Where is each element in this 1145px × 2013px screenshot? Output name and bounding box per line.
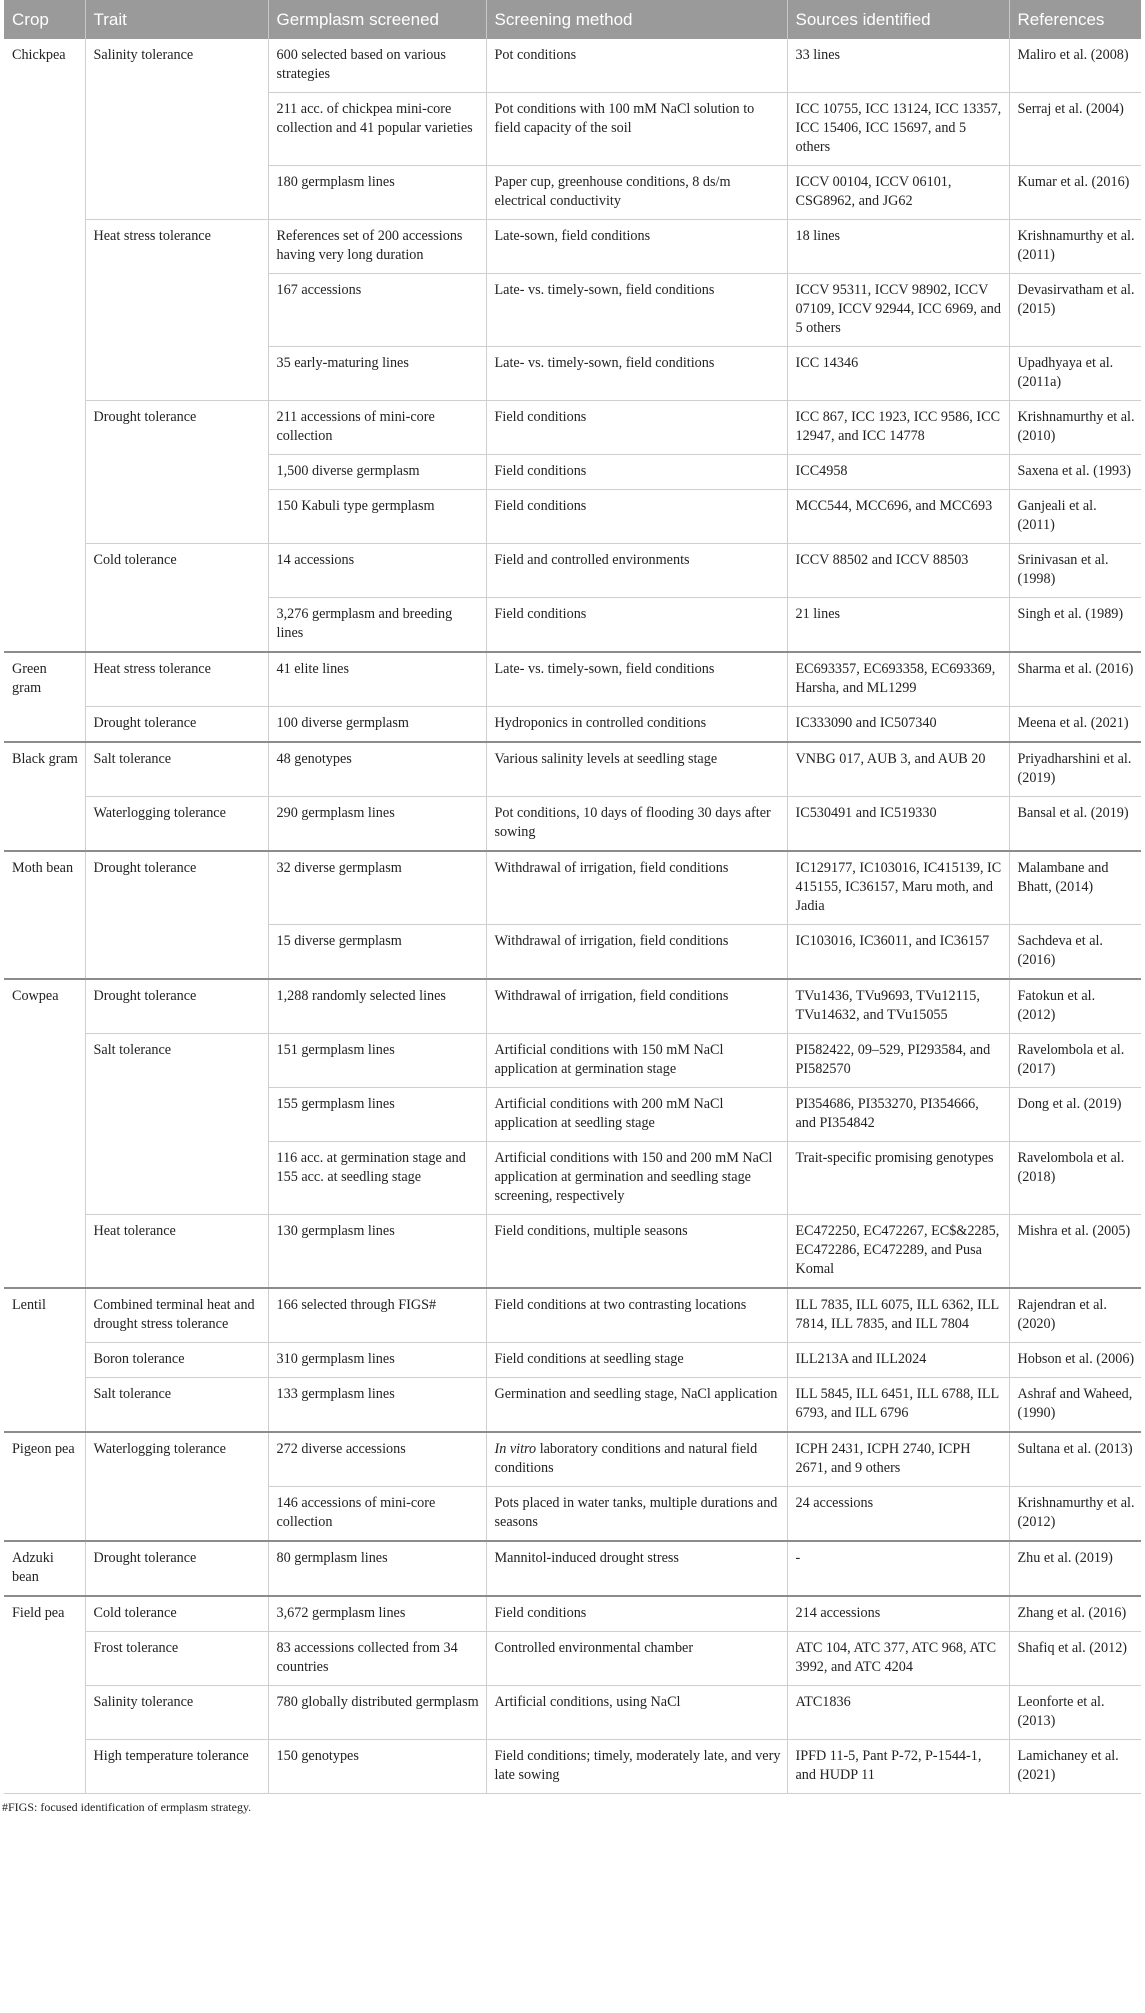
method-cell: Field conditions bbox=[486, 455, 787, 490]
germplasm-table bbox=[4, 0, 1141, 1794]
method-cell: Field conditions, multiple seasons bbox=[486, 1215, 787, 1289]
header-method: Screening method bbox=[486, 0, 787, 39]
crop-cell: Moth bean bbox=[4, 851, 85, 979]
sources-cell: MCC544, MCC696, and MCC693 bbox=[787, 490, 1009, 544]
sources-cell: IC103016, IC36011, and IC36157 bbox=[787, 925, 1009, 980]
table-row bbox=[4, 1596, 1141, 1632]
germplasm-cell: 151 germplasm lines bbox=[268, 1034, 486, 1088]
crop-cell: Black gram bbox=[4, 742, 85, 851]
footnote: #FIGS: focused identification of ermplasm strategy. bbox=[2, 1800, 252, 1814]
reference-cell: Sultana et al. (2013) bbox=[1009, 1432, 1141, 1487]
sources-cell: ICC 867, ICC 1923, ICC 9586, ICC 12947, and ICC 14778 bbox=[787, 401, 1009, 455]
table-row bbox=[4, 401, 1141, 455]
reference-cell: Devasirvatham et al. (2015) bbox=[1009, 274, 1141, 347]
table-row bbox=[4, 1378, 1141, 1433]
reference-cell: Serraj et al. (2004) bbox=[1009, 93, 1141, 166]
table-row bbox=[4, 1740, 1141, 1794]
sources-cell: ICC4958 bbox=[787, 455, 1009, 490]
crop-cell: Field pea bbox=[4, 1596, 85, 1794]
germplasm-cell: 35 early-maturing lines bbox=[268, 347, 486, 401]
sources-cell: ATC1836 bbox=[787, 1686, 1009, 1740]
trait-cell: Salt tolerance bbox=[85, 1034, 268, 1215]
reference-cell: Saxena et al. (1993) bbox=[1009, 455, 1141, 490]
method-text: laboratory conditions and natural field conditions bbox=[494, 1441, 758, 1476]
reference-cell: Ravelombola et al. (2017) bbox=[1009, 1034, 1141, 1088]
table-body bbox=[4, 39, 1141, 1794]
sources-cell: 33 lines bbox=[787, 39, 1009, 93]
sources-cell: ILL 7835, ILL 6075, ILL 6362, ILL 7814, ILL 7835, and ILL 7804 bbox=[787, 1288, 1009, 1343]
trait-cell: Salinity tolerance bbox=[85, 1686, 268, 1740]
reference-cell: Bansal et al. (2019) bbox=[1009, 797, 1141, 852]
reference-cell: Shafiq et al. (2012) bbox=[1009, 1632, 1141, 1686]
germplasm-cell: 146 accessions of mini-core collection bbox=[268, 1487, 486, 1542]
method-cell: Withdrawal of irrigation, field conditions bbox=[486, 851, 787, 925]
trait-cell: Salt tolerance bbox=[85, 742, 268, 797]
method-cell: Late-sown, field conditions bbox=[486, 220, 787, 274]
germplasm-cell: 211 acc. of chickpea mini-core collection and 41 popular varieties bbox=[268, 93, 486, 166]
reference-cell: Ravelombola et al. (2018) bbox=[1009, 1142, 1141, 1215]
sources-cell: ICC 14346 bbox=[787, 347, 1009, 401]
reference-cell: Meena et al. (2021) bbox=[1009, 707, 1141, 743]
germplasm-cell: 3,672 germplasm lines bbox=[268, 1596, 486, 1632]
sources-cell: TVu1436, TVu9693, TVu12115, TVu14632, and TVu15055 bbox=[787, 979, 1009, 1034]
sources-cell: 214 accessions bbox=[787, 1596, 1009, 1632]
germplasm-cell: 600 selected based on various strategies bbox=[268, 39, 486, 93]
table-row bbox=[4, 39, 1141, 93]
method-italic-text: In vitro bbox=[494, 1441, 537, 1457]
method-cell: Field conditions at seedling stage bbox=[486, 1343, 787, 1378]
reference-cell: Zhu et al. (2019) bbox=[1009, 1541, 1141, 1596]
header-sources: Sources identified bbox=[787, 0, 1009, 39]
method-cell: Field and controlled environments bbox=[486, 544, 787, 598]
method-cell: Artificial conditions, using NaCl bbox=[486, 1686, 787, 1740]
germplasm-cell: 150 genotypes bbox=[268, 1740, 486, 1794]
method-cell: Mannitol-induced drought stress bbox=[486, 1541, 787, 1596]
germplasm-cell: 14 accessions bbox=[268, 544, 486, 598]
germplasm-cell: 15 diverse germplasm bbox=[268, 925, 486, 980]
method-cell: Late- vs. timely-sown, field conditions bbox=[486, 274, 787, 347]
method-cell: Pot conditions with 100 mM NaCl solution to field capacity of the soil bbox=[486, 93, 787, 166]
sources-cell: EC693357, EC693358, EC693369, Harsha, and ML1299 bbox=[787, 652, 1009, 707]
sources-cell: PI354686, PI353270, PI354666, and PI354842 bbox=[787, 1088, 1009, 1142]
method-cell: Controlled environmental chamber bbox=[486, 1632, 787, 1686]
germplasm-cell: 32 diverse germplasm bbox=[268, 851, 486, 925]
germplasm-cell: 1,288 randomly selected lines bbox=[268, 979, 486, 1034]
sources-cell: ICCV 95311, ICCV 98902, ICCV 07109, ICCV 92944, ICC 6969, and 5 others bbox=[787, 274, 1009, 347]
sources-cell: ICC 10755, ICC 13124, ICC 13357, ICC 15406, ICC 15697, and 5 others bbox=[787, 93, 1009, 166]
reference-cell: Sharma et al. (2016) bbox=[1009, 652, 1141, 707]
germplasm-cell: 155 germplasm lines bbox=[268, 1088, 486, 1142]
header-germplasm: Germplasm screened bbox=[268, 0, 486, 39]
crop-cell: Green gram bbox=[4, 652, 85, 742]
reference-cell: Malambane and Bhatt, (2014) bbox=[1009, 851, 1141, 925]
table-row bbox=[4, 652, 1141, 707]
reference-cell: Ganjeali et al. (2011) bbox=[1009, 490, 1141, 544]
sources-cell: IPFD 11-5, Pant P-72, P-1544-1, and HUDP 11 bbox=[787, 1740, 1009, 1794]
reference-cell: Krishnamurthy et al. (2011) bbox=[1009, 220, 1141, 274]
sources-cell: EC472250, EC472267, EC$&2285, EC472286, EC472289, and Pusa Komal bbox=[787, 1215, 1009, 1289]
reference-cell: Sachdeva et al. (2016) bbox=[1009, 925, 1141, 980]
reference-cell: Maliro et al. (2008) bbox=[1009, 39, 1141, 93]
table-row bbox=[4, 220, 1141, 274]
method-cell: Artificial conditions with 150 and 200 mM NaCl application at germination and seedling stage screening, respectively bbox=[486, 1142, 787, 1215]
trait-cell: Boron tolerance bbox=[85, 1343, 268, 1378]
sources-cell: 24 accessions bbox=[787, 1487, 1009, 1542]
table-row bbox=[4, 1632, 1141, 1686]
table-row bbox=[4, 979, 1141, 1034]
method-cell: Artificial conditions with 150 mM NaCl application at germination stage bbox=[486, 1034, 787, 1088]
method-cell: Field conditions at two contrasting locations bbox=[486, 1288, 787, 1343]
table-row bbox=[4, 1215, 1141, 1289]
method-cell: Withdrawal of irrigation, field conditions bbox=[486, 925, 787, 980]
sources-cell: ICCV 88502 and ICCV 88503 bbox=[787, 544, 1009, 598]
trait-cell: High temperature tolerance bbox=[85, 1740, 268, 1794]
reference-cell: Srinivasan et al. (1998) bbox=[1009, 544, 1141, 598]
germplasm-cell: 48 genotypes bbox=[268, 742, 486, 797]
sources-cell: IC129177, IC103016, IC415139, IC 415155, IC36157, Maru moth, and Jadia bbox=[787, 851, 1009, 925]
germplasm-cell: 150 Kabuli type germplasm bbox=[268, 490, 486, 544]
header-crop: Crop bbox=[4, 0, 85, 39]
crop-cell: Chickpea bbox=[4, 39, 85, 652]
method-cell: Hydroponics in controlled conditions bbox=[486, 707, 787, 743]
germplasm-cell: 116 acc. at germination stage and 155 acc. at seedling stage bbox=[268, 1142, 486, 1215]
germplasm-cell: 310 germplasm lines bbox=[268, 1343, 486, 1378]
reference-cell: Krishnamurthy et al. (2010) bbox=[1009, 401, 1141, 455]
crop-cell: Cowpea bbox=[4, 979, 85, 1288]
germplasm-cell: 80 germplasm lines bbox=[268, 1541, 486, 1596]
reference-cell: Fatokun et al. (2012) bbox=[1009, 979, 1141, 1034]
reference-cell: Zhang et al. (2016) bbox=[1009, 1596, 1141, 1632]
method-cell: Field conditions bbox=[486, 401, 787, 455]
reference-cell: Kumar et al. (2016) bbox=[1009, 166, 1141, 220]
germplasm-cell: 180 germplasm lines bbox=[268, 166, 486, 220]
method-cell: Pot conditions bbox=[486, 39, 787, 93]
trait-cell: Waterlogging tolerance bbox=[85, 1432, 268, 1541]
reference-cell: Krishnamurthy et al. (2012) bbox=[1009, 1487, 1141, 1542]
method-cell: Late- vs. timely-sown, field conditions bbox=[486, 347, 787, 401]
method-cell: Various salinity levels at seedling stage bbox=[486, 742, 787, 797]
germplasm-cell: 133 germplasm lines bbox=[268, 1378, 486, 1433]
sources-cell: 18 lines bbox=[787, 220, 1009, 274]
table-row bbox=[4, 1541, 1141, 1596]
germplasm-cell: 130 germplasm lines bbox=[268, 1215, 486, 1289]
sources-cell: PI582422, 09–529, PI293584, and PI582570 bbox=[787, 1034, 1009, 1088]
sources-cell: ILL 5845, ILL 6451, ILL 6788, ILL 6793, and ILL 6796 bbox=[787, 1378, 1009, 1433]
method-cell: Pot conditions, 10 days of flooding 30 days after sowing bbox=[486, 797, 787, 852]
trait-cell: Salt tolerance bbox=[85, 1378, 268, 1433]
sources-cell: ILL213A and ILL2024 bbox=[787, 1343, 1009, 1378]
crop-cell: Pigeon pea bbox=[4, 1432, 85, 1541]
sources-cell: - bbox=[787, 1541, 1009, 1596]
germplasm-cell: 166 selected through FIGS# bbox=[268, 1288, 486, 1343]
header-references: References bbox=[1009, 0, 1141, 39]
method-cell: Artificial conditions with 200 mM NaCl application at seedling stage bbox=[486, 1088, 787, 1142]
method-cell: Field conditions bbox=[486, 1596, 787, 1632]
germplasm-cell: 780 globally distributed germplasm bbox=[268, 1686, 486, 1740]
sources-cell: ATC 104, ATC 377, ATC 968, ATC 3992, and ATC 4204 bbox=[787, 1632, 1009, 1686]
reference-cell: Leonforte et al. (2013) bbox=[1009, 1686, 1141, 1740]
sources-cell: VNBG 017, AUB 3, and AUB 20 bbox=[787, 742, 1009, 797]
reference-cell: Hobson et al. (2006) bbox=[1009, 1343, 1141, 1378]
table-row bbox=[4, 851, 1141, 925]
method-cell: Germination and seedling stage, NaCl application bbox=[486, 1378, 787, 1433]
reference-cell: Priyadharshini et al. (2019) bbox=[1009, 742, 1141, 797]
reference-cell: Dong et al. (2019) bbox=[1009, 1088, 1141, 1142]
germplasm-cell: 100 diverse germplasm bbox=[268, 707, 486, 743]
germplasm-cell: 1,500 diverse germplasm bbox=[268, 455, 486, 490]
table-row bbox=[4, 797, 1141, 852]
sources-cell: ICPH 2431, ICPH 2740, ICPH 2671, and 9 others bbox=[787, 1432, 1009, 1487]
method-cell: Pots placed in water tanks, multiple durations and seasons bbox=[486, 1487, 787, 1542]
trait-cell: Heat tolerance bbox=[85, 1215, 268, 1289]
table-row bbox=[4, 1034, 1141, 1088]
trait-cell: Cold tolerance bbox=[85, 544, 268, 653]
trait-cell: Drought tolerance bbox=[85, 851, 268, 979]
sources-cell: IC333090 and IC507340 bbox=[787, 707, 1009, 743]
germplasm-cell: 41 elite lines bbox=[268, 652, 486, 707]
crop-cell: Lentil bbox=[4, 1288, 85, 1432]
sources-cell: 21 lines bbox=[787, 598, 1009, 653]
method-cell: Field conditions bbox=[486, 490, 787, 544]
germplasm-cell: 3,276 germplasm and breeding lines bbox=[268, 598, 486, 653]
header-row bbox=[4, 0, 1141, 39]
sources-cell: Trait-specific promising genotypes bbox=[787, 1142, 1009, 1215]
crop-cell: Adzuki bean bbox=[4, 1541, 85, 1596]
trait-cell: Salinity tolerance bbox=[85, 39, 268, 220]
germplasm-cell: 83 accessions collected from 34 countries bbox=[268, 1632, 486, 1686]
method-cell: Withdrawal of irrigation, field conditions bbox=[486, 979, 787, 1034]
trait-cell: Heat stress tolerance bbox=[85, 220, 268, 401]
method-cell: Field conditions bbox=[486, 598, 787, 653]
trait-cell: Drought tolerance bbox=[85, 707, 268, 743]
table-row bbox=[4, 707, 1141, 743]
header-trait: Trait bbox=[85, 0, 268, 39]
reference-cell: Ashraf and Waheed, (1990) bbox=[1009, 1378, 1141, 1433]
table-row bbox=[4, 1343, 1141, 1378]
sources-cell: IC530491 and IC519330 bbox=[787, 797, 1009, 852]
trait-cell: Heat stress tolerance bbox=[85, 652, 268, 707]
germplasm-cell: 290 germplasm lines bbox=[268, 797, 486, 852]
germplasm-cell: 167 accessions bbox=[268, 274, 486, 347]
reference-cell: Mishra et al. (2005) bbox=[1009, 1215, 1141, 1289]
reference-cell: Lamichaney et al. (2021) bbox=[1009, 1740, 1141, 1794]
method-cell: Paper cup, greenhouse conditions, 8 ds/m electrical conductivity bbox=[486, 166, 787, 220]
table-row bbox=[4, 1432, 1141, 1487]
germplasm-cell: References set of 200 accessions having very long duration bbox=[268, 220, 486, 274]
trait-cell: Cold tolerance bbox=[85, 1596, 268, 1632]
germplasm-cell: 211 accessions of mini-core collection bbox=[268, 401, 486, 455]
trait-cell: Drought tolerance bbox=[85, 1541, 268, 1596]
table-row bbox=[4, 1686, 1141, 1740]
germplasm-cell: 272 diverse accessions bbox=[268, 1432, 486, 1487]
sources-cell: ICCV 00104, ICCV 06101, CSG8962, and JG62 bbox=[787, 166, 1009, 220]
method-cell: Late- vs. timely-sown, field conditions bbox=[486, 652, 787, 707]
table-row bbox=[4, 742, 1141, 797]
trait-cell: Frost tolerance bbox=[85, 1632, 268, 1686]
trait-cell: Drought tolerance bbox=[85, 979, 268, 1034]
reference-cell: Upadhyaya et al. (2011a) bbox=[1009, 347, 1141, 401]
trait-cell: Drought tolerance bbox=[85, 401, 268, 544]
method-cell: Field conditions; timely, moderately late, and very late sowing bbox=[486, 1740, 787, 1794]
method-cell bbox=[486, 1432, 787, 1487]
table-row bbox=[4, 1288, 1141, 1343]
trait-cell: Waterlogging tolerance bbox=[85, 797, 268, 852]
reference-cell: Singh et al. (1989) bbox=[1009, 598, 1141, 653]
reference-cell: Rajendran et al. (2020) bbox=[1009, 1288, 1141, 1343]
table-row bbox=[4, 544, 1141, 598]
trait-cell: Combined terminal heat and drought stress tolerance bbox=[85, 1288, 268, 1343]
